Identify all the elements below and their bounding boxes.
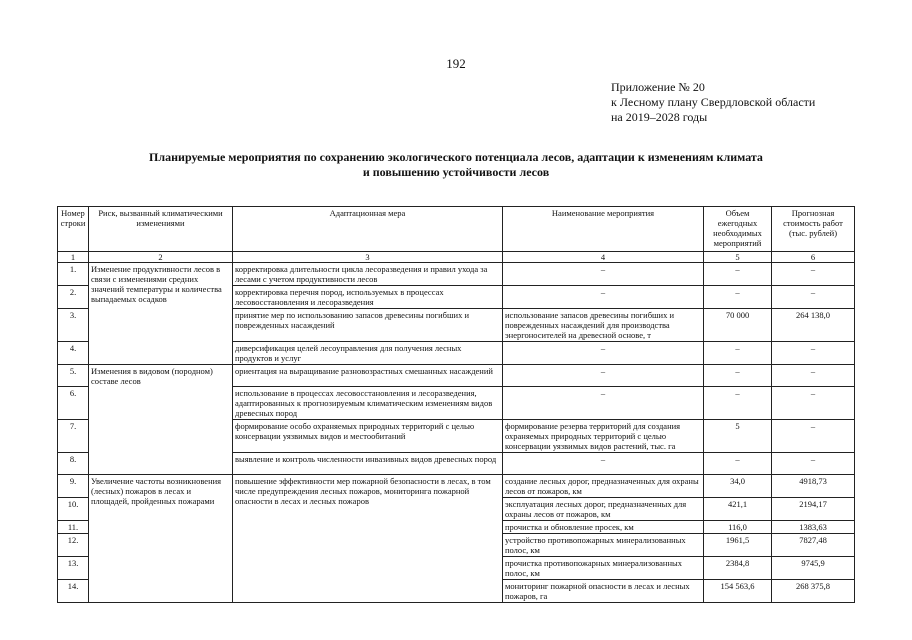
measure-cell: корректировка перечня пород, используемых в процессах лесовосстановления и лесоразведения xyxy=(233,286,503,309)
row-number: 5. xyxy=(58,365,89,387)
row-number: 8. xyxy=(58,453,89,475)
row-number: 7. xyxy=(58,420,89,453)
volume-cell: 116,0 xyxy=(704,521,772,534)
column-number: 5 xyxy=(704,252,772,263)
table-row xyxy=(58,365,855,387)
cost-cell: 1383,63 xyxy=(772,521,855,534)
row-number: 4. xyxy=(58,342,89,365)
volume-cell: – xyxy=(704,342,772,365)
column-number: 4 xyxy=(503,252,704,263)
title-line: и повышению устойчивости лесов xyxy=(362,165,550,179)
measures-table xyxy=(57,206,855,603)
row-number: 12. xyxy=(58,534,89,557)
appendix-line: на 2019–2028 годы xyxy=(611,110,708,124)
event-cell: эксплуатация лесных дорог, предназначенных для охраны лесов от пожаров, км xyxy=(503,498,704,521)
cost-cell: – xyxy=(772,286,855,309)
event-cell: формирование резерва территорий для создания охраняемых природных территорий с целью консервации уязвимых видов растений, тыс. га xyxy=(503,420,704,453)
appendix-note xyxy=(611,80,815,125)
table-row xyxy=(58,263,855,286)
event-cell: создание лесных дорог, предназначенных для охраны лесов от пожаров, км xyxy=(503,475,704,498)
table-row xyxy=(58,475,855,498)
risk-cell: Изменения в видовом (породном) составе лесов xyxy=(89,365,233,475)
cost-cell: – xyxy=(772,453,855,475)
cost-cell: – xyxy=(772,365,855,387)
row-number: 2. xyxy=(58,286,89,309)
measure-cell: использование в процессах лесовосстановления и лесоразведения, адаптированных к прогнозируемым климатическим изменениям видов древесных пород xyxy=(233,387,503,420)
volume-cell: 5 xyxy=(704,420,772,453)
event-cell: – xyxy=(503,263,704,286)
measure-cell: формирование особо охраняемых природных территорий с целью консервации уязвимых видов и местообитаний xyxy=(233,420,503,453)
volume-cell: – xyxy=(704,365,772,387)
appendix-line: к Лесному плану Свердловской области xyxy=(611,95,816,109)
column-number: 3 xyxy=(233,252,503,263)
cost-cell: 268 375,8 xyxy=(772,580,855,603)
risk-cell: Изменение продуктивности лесов в связи с изменениями средних значений температуры и количества выпадаемых осадков xyxy=(89,263,233,365)
header-cell: Риск, вызванный климатическими изменениями xyxy=(89,207,233,252)
event-cell: – xyxy=(503,387,704,420)
cost-cell: 2194,17 xyxy=(772,498,855,521)
row-number: 13. xyxy=(58,557,89,580)
cost-cell: 7827,48 xyxy=(772,534,855,557)
measure-cell: корректировка длительности цикла лесоразведения и правил ухода за лесами с учетом продуктивности лесов xyxy=(233,263,503,286)
event-cell: – xyxy=(503,342,704,365)
cost-cell: – xyxy=(772,420,855,453)
risk-cell: Увеличение частоты возникновения (лесных) пожаров в лесах и площадей, пройденных пожарами xyxy=(89,475,233,603)
volume-cell: 34,0 xyxy=(704,475,772,498)
column-number: 1 xyxy=(58,252,89,263)
header-cell: Адаптационная мера xyxy=(233,207,503,252)
page-number: 192 xyxy=(446,56,466,71)
event-cell: мониторинг пожарной опасности в лесах и лесных пожаров, га xyxy=(503,580,704,603)
measure-cell: повышение эффективности мер пожарной безопасности в лесах, в том числе предупреждения лесных пожаров, мониторинга пожарной опасности в лесах и лесных пожаров xyxy=(233,475,503,603)
header-cell: Объем ежегодных необходимых мероприятий xyxy=(704,207,772,252)
measure-cell: диверсификация целей лесоуправления для получения лесных продуктов и услуг xyxy=(233,342,503,365)
volume-cell: – xyxy=(704,263,772,286)
event-cell: прочистка и обновление просек, км xyxy=(503,521,704,534)
row-number: 10. xyxy=(58,498,89,521)
header-cell: Наименование мероприятия xyxy=(503,207,704,252)
appendix-line: Приложение № 20 xyxy=(611,80,705,94)
volume-cell: 2384,8 xyxy=(704,557,772,580)
column-number: 2 xyxy=(89,252,233,263)
header-cell: Прогнозная стоимость работ (тыс. рублей) xyxy=(772,207,855,252)
cost-cell: 264 138,0 xyxy=(772,309,855,342)
event-cell: использование запасов древесины погибших и поврежденных насаждений для производства энергоносителей на древесной основе, т xyxy=(503,309,704,342)
cost-cell: – xyxy=(772,263,855,286)
row-number: 14. xyxy=(58,580,89,603)
row-number: 3. xyxy=(58,309,89,342)
volume-cell: – xyxy=(704,286,772,309)
event-cell: – xyxy=(503,286,704,309)
row-number: 11. xyxy=(58,521,89,534)
measure-cell: ориентация на выращивание разновозрастных смешанных насаждений xyxy=(233,365,503,387)
volume-cell: 70 000 xyxy=(704,309,772,342)
volume-cell: – xyxy=(704,453,772,475)
header-cell: Номер строки xyxy=(58,207,89,252)
document-title xyxy=(100,150,812,180)
volume-cell: – xyxy=(704,387,772,420)
measure-cell: принятие мер по использованию запасов древесины погибших и поврежденных насаждений xyxy=(233,309,503,342)
table-header-row xyxy=(58,207,855,252)
row-number: 6. xyxy=(58,387,89,420)
title-line: Планируемые мероприятия по сохранению экологического потенциала лесов, адаптации к изменениям климата xyxy=(149,150,763,164)
row-number: 9. xyxy=(58,475,89,498)
cost-cell: 9745,9 xyxy=(772,557,855,580)
volume-cell: 421,1 xyxy=(704,498,772,521)
column-number-row xyxy=(58,252,855,263)
volume-cell: 154 563,6 xyxy=(704,580,772,603)
cost-cell: – xyxy=(772,387,855,420)
event-cell: прочистка противопожарных минерализованных полос, км xyxy=(503,557,704,580)
cost-cell: 4918,73 xyxy=(772,475,855,498)
event-cell: – xyxy=(503,453,704,475)
measure-cell: выявление и контроль численности инвазивных видов древесных пород xyxy=(233,453,503,475)
volume-cell: 1961,5 xyxy=(704,534,772,557)
row-number: 1. xyxy=(58,263,89,286)
cost-cell: – xyxy=(772,342,855,365)
column-number: 6 xyxy=(772,252,855,263)
event-cell: – xyxy=(503,365,704,387)
event-cell: устройство противопожарных минерализованных полос, км xyxy=(503,534,704,557)
